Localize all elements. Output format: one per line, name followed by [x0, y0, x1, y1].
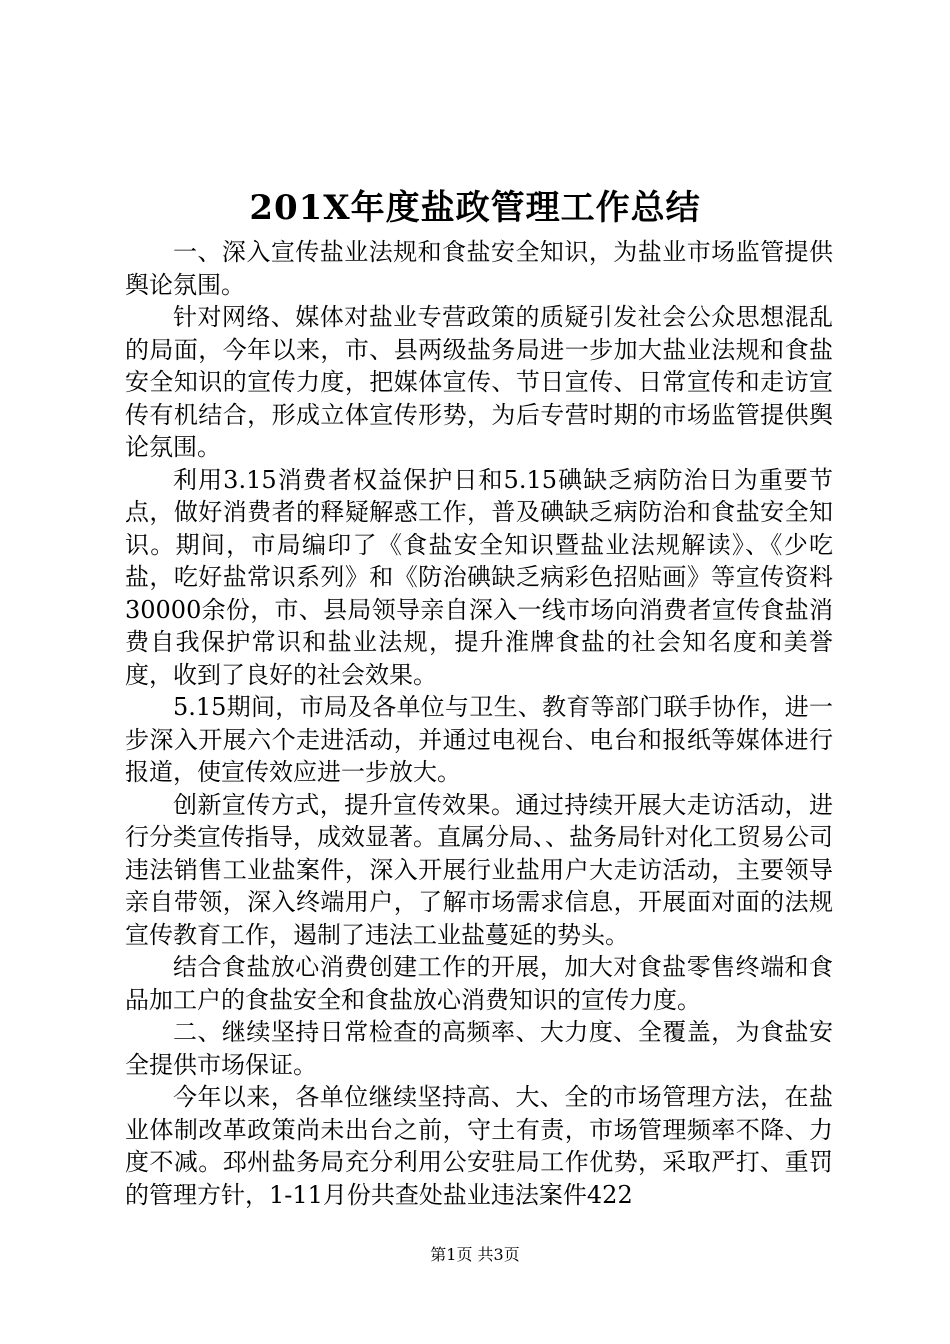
paragraph: 利用3.15消费者权益保护日和5.15碘缺乏病防治日为重要节点，做好消费者的释疑解惑工作，普及碘缺乏病防治和食盐安全知识。期间，市局编印了《食盐安全知识暨盐业法规解读》、《少吃盐，吃好盐常识系列》和《防治碘缺乏病彩色招贴画》等宣传资料30000余份，市、县局领导亲自深入一线市场向消费者宣传食盐消费自我保护常识和盐业法规，提升淮牌食盐的社会知名度和美誉度，收到了良好的社会效果。 — [125, 465, 833, 689]
page-number-footer: 第1页 共3页 — [430, 1245, 520, 1264]
document-title: 201X年度盐政管理工作总结 — [249, 188, 701, 228]
paragraph: 创新宣传方式，提升宣传效果。通过持续开展大走访活动，进行分类宣传指导，成效显著。直属分局、、盐务局针对化工贸易公司违法销售工业盐案件，深入开展行业盐用户大走访活动，主要领导亲自带领，深入终端用户，了解市场需求信息，开展面对面的法规宣传教育工作，遏制了违法工业盐蔓延的势头。 — [125, 790, 833, 949]
document-body — [125, 236, 833, 1211]
paragraph: 结合食盐放心消费创建工作的开展，加大对食盐零售终端和食品加工户的食盐安全和食盐放心消费知识的宣传力度。 — [125, 953, 833, 1014]
paragraph: 5.15期间，市局及各单位与卫生、教育等部门联手协作，进一步深入开展六个走进活动，并通过电视台、电台和报纸等媒体进行报道，使宣传效应进一步放大。 — [125, 693, 833, 786]
paragraph-section-1-heading: 一、深入宣传盐业法规和食盐安全知识，为盐业市场监管提供舆论氛围。 — [125, 238, 833, 299]
paragraph: 针对网络、媒体对盐业专营政策的质疑引发社会公众思想混乱的局面，今年以来，市、县两级盐务局进一步加大盐业法规和食盐安全知识的宣传力度，把媒体宣传、节日宣传、日常宣传和走访宣传有机结合，形成立体宣传形势，为后专营时期的市场监管提供舆论氛围。 — [125, 303, 833, 461]
paragraph-section-2-heading: 二、继续坚持日常检查的高频率、大力度、全覆盖，为食盐安全提供市场保证。 — [125, 1018, 833, 1079]
paragraph: 今年以来，各单位继续坚持高、大、全的市场管理方法，在盐业体制改革政策尚未出台之前，守土有责，市场管理频率不降、力度不减。邳州盐务局充分利用公安驻局工作优势，采取严打、重罚的管理方针，1-11月份共查处盐业违法案件422 — [125, 1083, 833, 1209]
